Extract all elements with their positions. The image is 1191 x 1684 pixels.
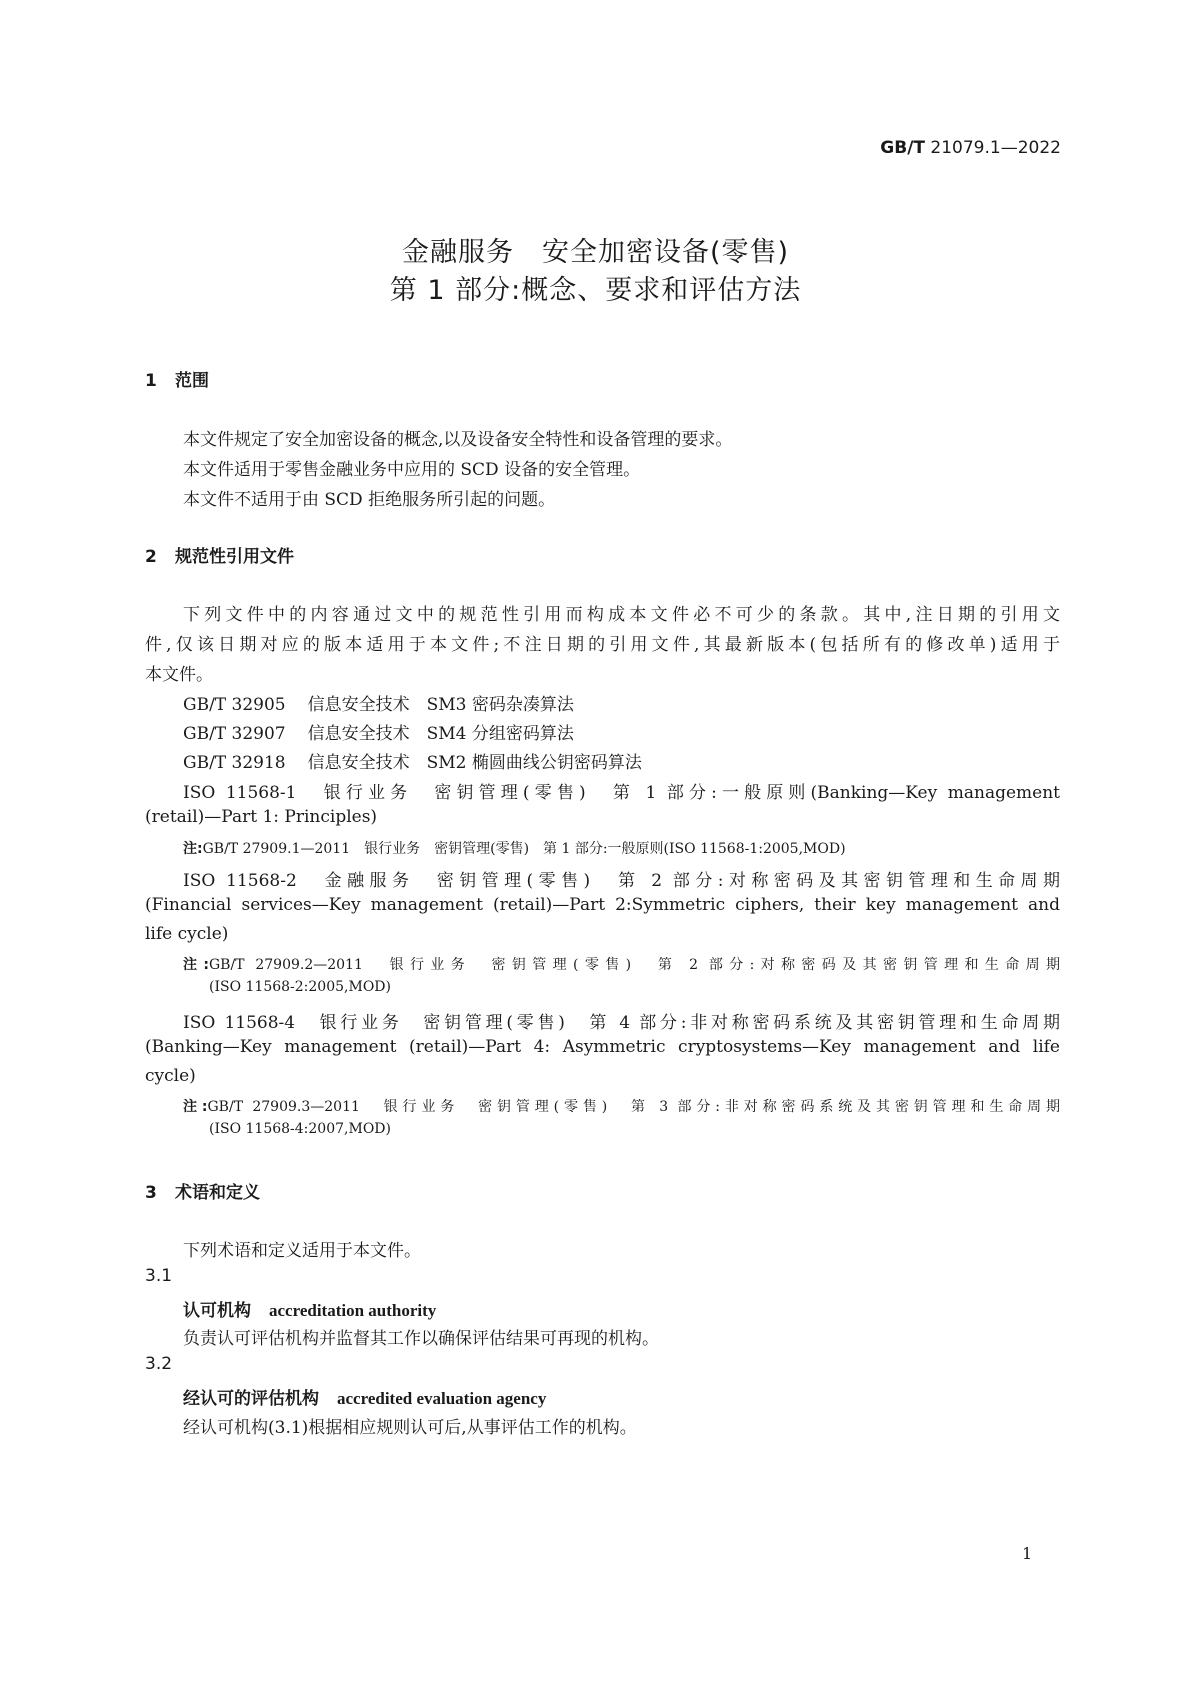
term-number: 3.2 xyxy=(145,1354,173,1374)
paragraph-line: 下列文件中的内容通过文中的规范性引用而构成本文件必不可少的条款。其中,注日期的引用文 xyxy=(183,605,1060,625)
reference-title: 信息安全技术 SM3 密码杂凑算法 xyxy=(307,695,574,715)
paragraph: 下列术语和定义适用于本文件。 xyxy=(183,1241,421,1261)
term-chinese: 认可机构 xyxy=(183,1301,251,1321)
section-number: 2 xyxy=(145,547,157,567)
title-line-2: 第 1 部分:概念、要求和评估方法 xyxy=(389,275,802,306)
reference-title: 信息安全技术 SM2 椭圆曲线公钥密码算法 xyxy=(307,753,642,773)
paragraph: 本文件适用于零售金融业务中应用的 SCD 设备的安全管理。 xyxy=(183,460,641,480)
section-1-heading xyxy=(145,366,209,391)
reference-item: ISO 11568-1 银行业务 密钥管理(零售) 第 1 部分:一般原则(Banking—Key management xyxy=(183,783,1060,803)
term-english: accreditation authority xyxy=(269,1301,437,1320)
title-line-1: 金融服务 安全加密设备(零售) xyxy=(401,237,790,268)
term-english: accredited evaluation agency xyxy=(337,1389,547,1408)
term-heading xyxy=(183,1384,546,1409)
paragraph-line: 件,仅该日期对应的版本适用于本文件;不注日期的引用文件,其最新版本(包括所有的修改单)适用于 xyxy=(145,635,1060,655)
section-title: 规范性引用文件 xyxy=(175,547,294,567)
paragraph-line: 本文件。 xyxy=(145,665,213,685)
term-definition: 经认可机构(3.1)根据相应规则认可后,从事评估工作的机构。 xyxy=(183,1418,637,1438)
section-number: 1 xyxy=(145,371,157,391)
reference-item-continued: (retail)—Part 1: Principles) xyxy=(145,807,378,827)
section-number: 3 xyxy=(145,1183,157,1203)
standard-number: 21079.1—2022 xyxy=(930,138,1061,158)
reference-note: 注:GB/T 27909.1—2011 银行业务 密钥管理(零售) 第 1 部分:一般原则(ISO 11568-1:2005,MOD) xyxy=(183,841,846,857)
reference-item: ISO 11568-2 金融服务 密钥管理(零售) 第 2 部分:对称密码及其密钥管理和生命周期 xyxy=(183,871,1060,891)
term-heading xyxy=(183,1296,436,1321)
reference-item-continued: cycle) xyxy=(145,1066,196,1086)
reference-item xyxy=(183,719,574,744)
term-chinese: 经认可的评估机构 xyxy=(183,1389,319,1409)
section-2-heading xyxy=(145,542,294,567)
section-title: 术语和定义 xyxy=(175,1183,260,1203)
reference-note-continued: (ISO 11568-4:2007,MOD) xyxy=(209,1121,391,1137)
reference-title: 信息安全技术 SM4 分组密码算法 xyxy=(307,724,574,744)
reference-note-continued: (ISO 11568-2:2005,MOD) xyxy=(209,979,391,995)
reference-note: 注:GB/T 27909.2—2011 银行业务 密钥管理(零售) 第 2 部分:对称密码及其密钥管理和生命周期 xyxy=(183,957,1060,973)
document-id xyxy=(880,138,1061,158)
reference-item xyxy=(183,748,642,773)
standard-prefix: GB/T xyxy=(880,138,926,158)
reference-note: 注:GB/T 27909.3—2011 银行业务 密钥管理(零售) 第 3 部分:非对称密码系统及其密钥管理和生命周期 xyxy=(183,1099,1060,1115)
paragraph: 本文件规定了安全加密设备的概念,以及设备安全特性和设备管理的要求。 xyxy=(183,430,733,450)
reference-code: GB/T 32905 xyxy=(183,695,286,715)
reference-item xyxy=(183,690,574,715)
reference-code: GB/T 32918 xyxy=(183,753,286,773)
note-label: 注: xyxy=(183,957,209,973)
reference-item-continued: life cycle) xyxy=(145,924,229,944)
section-title: 范围 xyxy=(175,371,209,391)
note-label: 注: xyxy=(183,841,203,857)
reference-item-continued: (Banking—Key management (retail)—Part 4: Asymmetric cryptosystems—Key management and life xyxy=(145,1037,1060,1057)
note-label: 注: xyxy=(183,1099,208,1115)
term-definition: 负责认可评估机构并监督其工作以确保评估结果可再现的机构。 xyxy=(183,1329,659,1349)
section-3-heading xyxy=(145,1178,260,1203)
term-number: 3.1 xyxy=(145,1266,173,1286)
reference-item-continued: (Financial services—Key management (retail)—Part 2:Symmetric ciphers, their key management and xyxy=(145,895,1060,915)
paragraph: 本文件不适用于由 SCD 拒绝服务所引起的问题。 xyxy=(183,490,556,510)
reference-item: ISO 11568-4 银行业务 密钥管理(零售) 第 4 部分:非对称密码系统及其密钥管理和生命周期 xyxy=(183,1013,1060,1033)
reference-code: GB/T 32907 xyxy=(183,724,286,744)
page-number: 1 xyxy=(1022,1544,1033,1563)
